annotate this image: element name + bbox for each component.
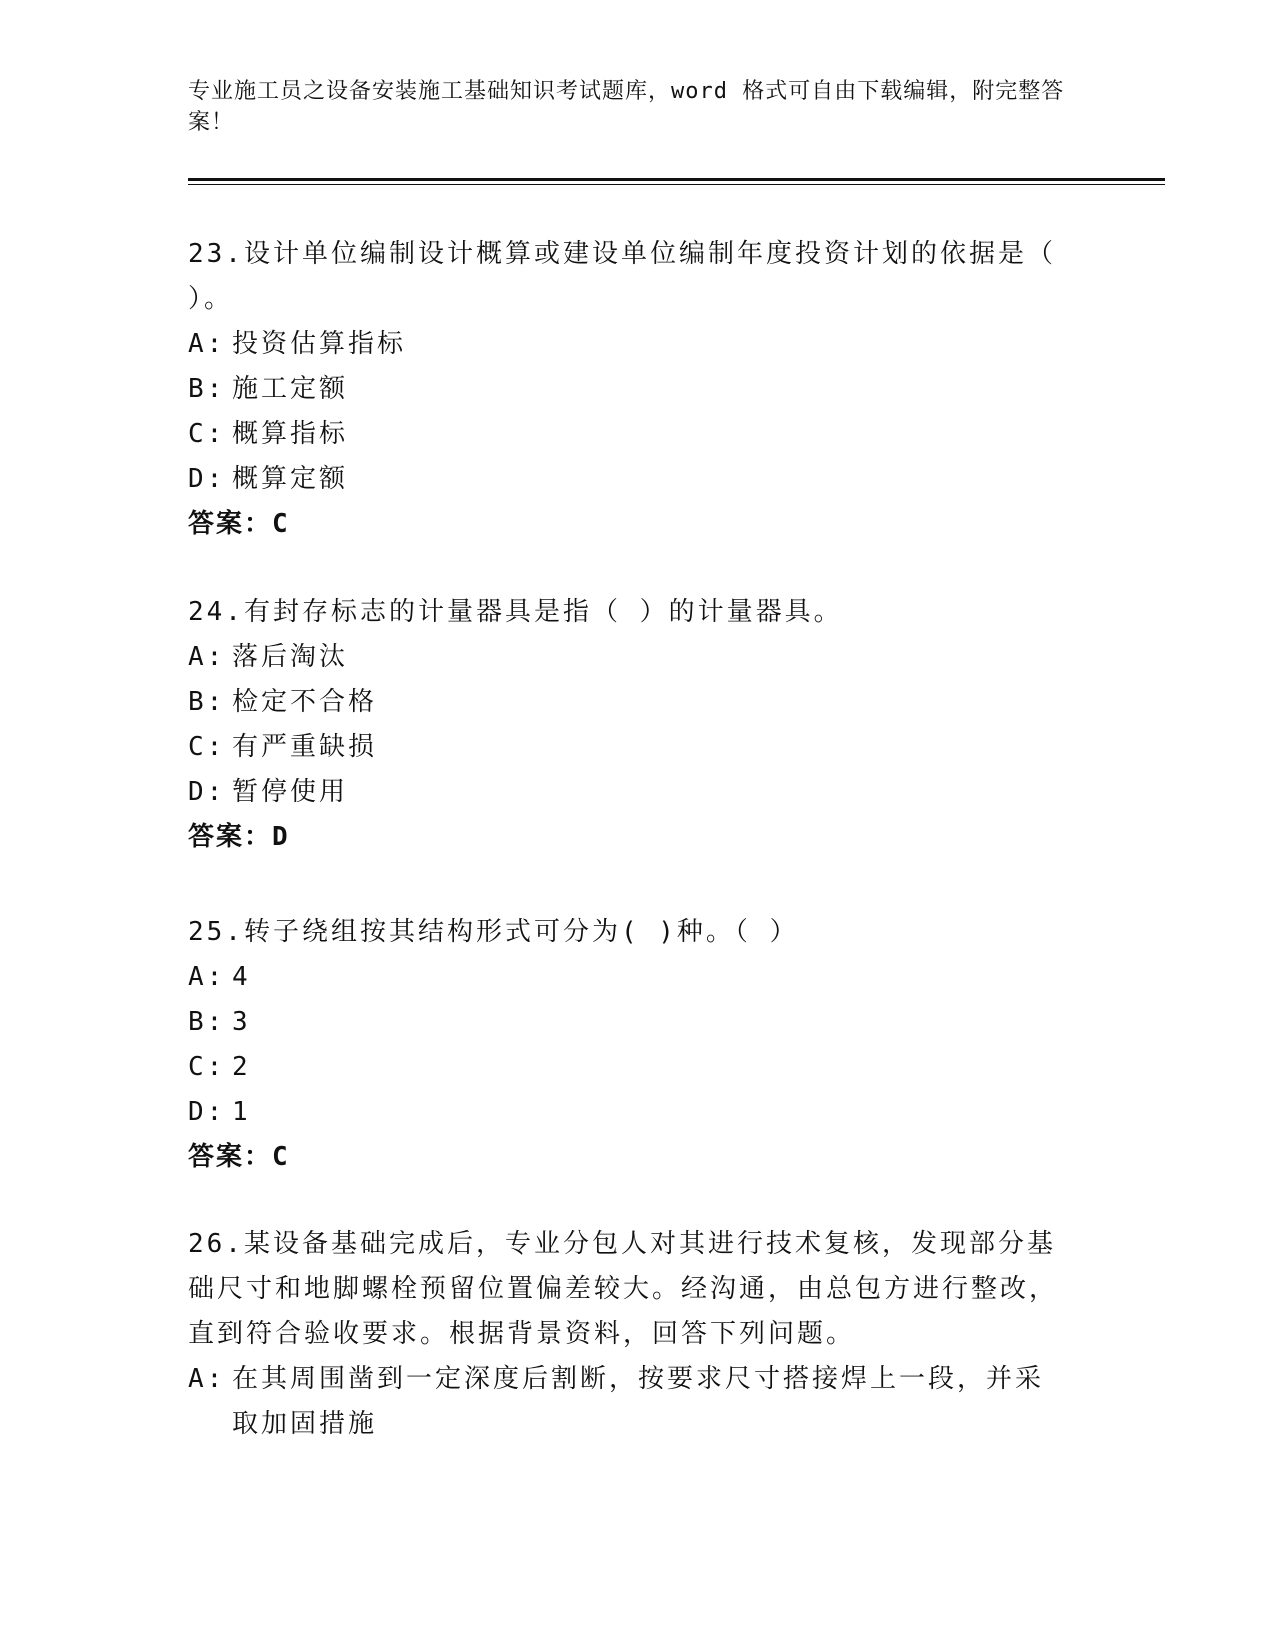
question-23 <box>188 232 1088 547</box>
question-stem: 23.设计单位编制设计概算或建设单位编制年度投资计划的依据是（ ）。 <box>188 239 1056 314</box>
option-letter: B: <box>188 374 226 404</box>
option-d <box>188 457 1088 502</box>
option-c <box>188 725 1088 770</box>
option-letter: D: <box>188 1097 226 1127</box>
option-b <box>188 367 1088 412</box>
option-text: 检定不合格 <box>232 687 378 717</box>
option-text: 4 <box>232 962 251 992</box>
option-letter: D: <box>188 464 226 494</box>
question-stem: 25.转子绕组按其结构形式可分为( )种。（ ） <box>188 917 799 947</box>
question-26 <box>188 1222 1058 1447</box>
option-letter: A: <box>188 1364 226 1394</box>
option-c <box>188 412 1088 457</box>
document-header: 专业施工员之设备安装施工基础知识考试题库，word 格式可自由下载编辑，附完整答案！ <box>188 79 1065 135</box>
option-b <box>188 1000 1088 1045</box>
option-text: 有严重缺损 <box>232 732 378 762</box>
option-text: 概算指标 <box>232 419 349 449</box>
question-stem: 26.某设备基础完成后，专业分包人对其进行技术复核，发现部分基础尺寸和地脚螺栓预留位置偏差较大。经沟通，由总包方进行整改，直到符合验收要求。根据背景资料，回答下列问题。 <box>188 1229 1059 1349</box>
question-24 <box>188 590 1088 860</box>
option-text: 3 <box>232 1007 251 1037</box>
option-letter: C: <box>188 419 226 449</box>
option-text: 1 <box>232 1097 251 1127</box>
option-a <box>188 635 1088 680</box>
option-a <box>188 322 1088 367</box>
option-letter: C: <box>188 732 226 762</box>
option-text: 落后淘汰 <box>232 642 349 672</box>
option-b <box>188 680 1088 725</box>
answer: 答案：C <box>188 509 290 539</box>
option-letter: B: <box>188 687 226 717</box>
option-letter: A: <box>188 642 226 672</box>
option-letter: A: <box>188 329 226 359</box>
question-25 <box>188 910 1088 1180</box>
option-d <box>188 770 1088 815</box>
option-letter: C: <box>188 1052 226 1082</box>
header-divider-thin <box>188 184 1165 185</box>
option-text: 2 <box>232 1052 251 1082</box>
answer: 答案：C <box>188 1142 290 1172</box>
option-text: 投资估算指标 <box>232 329 407 359</box>
option-d <box>188 1090 1088 1135</box>
option-letter: B: <box>188 1007 226 1037</box>
option-letter: A: <box>188 962 226 992</box>
header-divider-thick <box>188 178 1165 181</box>
option-c <box>188 1045 1088 1090</box>
option-text: 施工定额 <box>232 374 349 404</box>
option-a <box>188 955 1088 1000</box>
option-text: 概算定额 <box>232 464 349 494</box>
question-stem: 24.有封存标志的计量器具是指（ ）的计量器具。 <box>188 597 843 627</box>
option-text: 在其周围凿到一定深度后割断，按要求尺寸搭接焊上一段，并采取加固措施 <box>232 1364 1045 1439</box>
option-letter: D: <box>188 777 226 807</box>
option-a <box>188 1357 1058 1447</box>
option-text: 暂停使用 <box>232 777 349 807</box>
answer: 答案：D <box>188 822 290 852</box>
